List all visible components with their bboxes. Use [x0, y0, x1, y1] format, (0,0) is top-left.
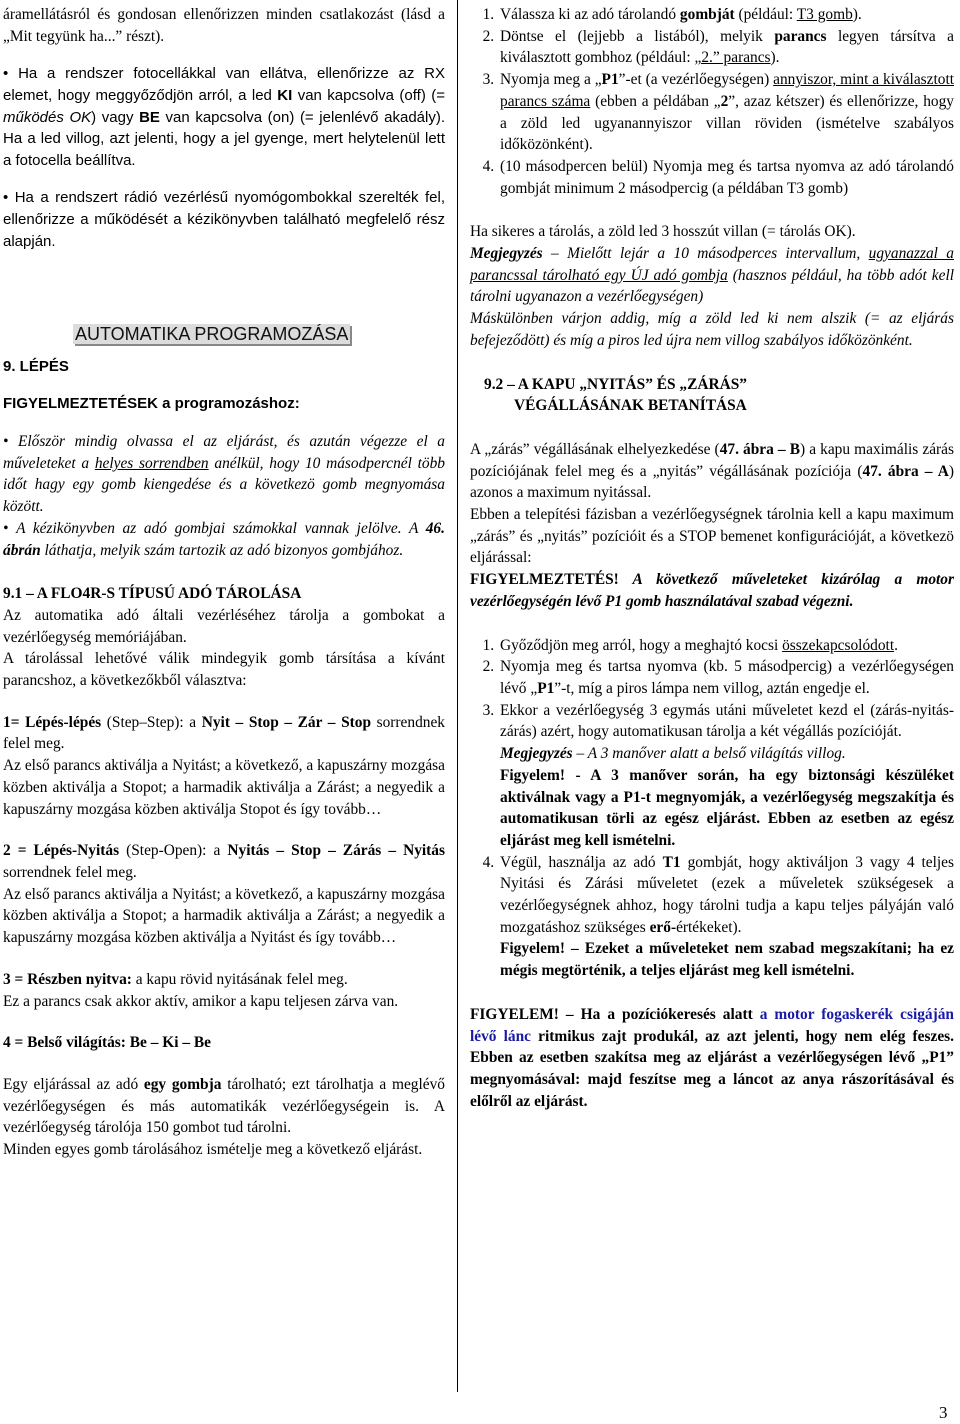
store-note: Megjegyzés – Mielőtt lejár a 10 másodperces intervallum, ugyanazzal a parancssal tárolható egy ÚJ adó gombja (hasznos például, ha több adót kell tárolni ugyanazon a vezérlőegységen) — [470, 245, 954, 306]
store-ok: Ha sikeres a tárolás, a zöld led 3 hosszút villan (= tárolás OK). — [470, 223, 856, 241]
store-step-2: 2. Döntse el (lejjebb a listából), melyik parancs legyen társítva a kiválasztott gombhoz (például: „2.” parancs). — [498, 26, 954, 69]
store-step-4: 4. (10 másodpercen belül) Nyomja meg és tartsa nyomva az adó tárolandó gombját minimum 2 másodpercig (a példában T3 gomb) — [498, 156, 954, 199]
learn-step-3-note: Megjegyzés – A 3 manőver alatt a belső világítás villog. — [500, 745, 846, 763]
column-divider — [457, 0, 458, 1392]
heading-9-2-line1: 9.2 – A KAPU „NYITÁS” ÉS „ZÁRÁS” — [484, 375, 747, 393]
intro-paragraph: áramellátásról és gondosan ellenőrizzen minden csatlakozást (lásd a „Mit tegyünk ha...” részt). — [3, 6, 445, 45]
paragraph-one-button: Egy eljárással az adó egy gombja tárolható; ezt tárolhatja a meglévő vezérlőegységen és más automatikák vezérlőegységein is. A vezérlőegység tárolója 150 gombot tud tárolni. — [3, 1075, 445, 1137]
learn-step-4: 4. Végül, használja az adó T1 gombját, hogy aktiváljon 3 vagy 4 teljes Nyitási és Zárási műveletet (ezek a műveletek szükségesek a vezérlőegységnek ahhoz, hogy tárolni tudja a kapu teljes pályáján való mozgatáshoz szükséges erő-értékeket). Figyelem! – Ezeket a műveleteket nem szabad megszakítani; ha ez mégis megtörténik, a teljes eljárást meg kell ismételni. — [498, 852, 954, 982]
mode-1-description: Az első parancs aktiválja a Nyitást; a következő, a kapuszárny mozgása közben aktiválja a Stopot; a harmadik aktiválja a Zárást; a negyedik a kapuszárny mozgása közben aktiválja Stopot és így tovább… — [3, 757, 445, 818]
final-warning: FIGYELEM! – Ha a pozíciókeresés alatt a motor fogaskerék csigáján lévő lánc ritmikus zajt produkál, az azt jelenti, hogy nem elég feszes. Ebben az esetben szakítsa meg az eljárást a vezérlőegységen lévő „P1” megnyomásával: majd feszítse meg a láncot az anya rászorításával és előlről az eljárást. — [470, 1005, 954, 1110]
store-step-1: 1. Válassza ki az adó tárolandó gombját (például: T3 gomb). — [498, 4, 954, 26]
section-title-wrap — [3, 322, 445, 346]
paragraph-store-intro: Az automatika adó általi vezérléséhez tárolja a gombokat a vezérlőegység memóriájában. — [3, 606, 445, 646]
warning-item-2: • A kézikönyvben az adó gombjai számokkal vannak jelölve. A 46. ábrán láthatja, melyik szám tartozik az adó bizonyos gombjához. — [3, 518, 445, 561]
mode-2: 2 = Lépés-Nyitás (Step-Open): a Nyitás – Stop – Zárás – Nyitás sorrendnek felel meg. — [3, 842, 445, 881]
learn-step-3: 3. Ekkor a vezérlőegység 3 egymás utáni műveletet kezd el (zárás-nyitás-zárás) azért, hogy automatikusan tárolja a két végállás pozícióját. Megjegyzés – A 3 manőver alatt a belső világítás villog. Figyelem! - A 3 manőver során, ha egy biztonsági készüléket aktiválnak vagy a P1-t megnyomják, a vezérlőegység megszakítja és automatikusan törli az egész eljárást. Ebben az esetben az egész eljárást meg kell ismételni. — [498, 700, 954, 852]
store-note-2: Máskülönben várjon addig, míg a zöld led ki nem alszik (= az eljárás befejeződött) és míg a piros led újra nem villog szabályos időközönként. — [470, 310, 954, 349]
store-steps — [470, 4, 954, 199]
learn-steps — [470, 635, 954, 982]
heading-9-2-line2: VÉGÁLLÁSÁNAK BETANÍTÁSA — [514, 397, 747, 415]
bullet-photocell: • Ha a rendszer fotocellákkal van ellátva, ellenőrizze az RX elemet, hogy meggyőződjön arról, a led KI van kapcsolva (off) (= működés OK) vagy BE van kapcsolva (on) (= jelenlévő akadály). Ha a led villog, azt jelenti, hogy a jel gyenge, mert helytelenül lett a fotocella beállítva. — [3, 63, 445, 171]
page-number: 3 — [939, 1403, 948, 1422]
paragraph-assign: A tárolással lehetővé válik mindegyik gomb társítása a kívánt parancshoz, a következőkből választva: — [3, 650, 445, 690]
step-label: 9. LÉPÉS — [3, 357, 69, 375]
paragraph-install-phase: Ebben a telepítési fázisban a vezérlőegységnek tárolnia kell a kapu maximum „zárás” és „nyitás” pozícióit és a STOP bemenet konfigurációját, a következö eljárással: — [470, 506, 954, 567]
mode-3-description: Ez a parancs csak akkor aktív, amikor a kapu teljesen zárva van. — [3, 992, 399, 1010]
warning-item-1: • Először mindig olvassa el az eljárást, és azután végezze el a műveleteket a helyes sorrendben anélkül, hogy 10 másodpercnél több időt hagy egy gomb kiengedése és a következö gomb megnyomása között. — [3, 431, 445, 518]
paragraph-endpoints: A „zárás” végállásának elhelyezkedése (47. ábra – B) a kapu maximális zárás pozíciójának felel meg és a „nyitás” végállásának pozíciója (47. ábra – A) azonos a maximum nyitással. — [470, 440, 954, 502]
store-step-3: 3. Nyomja meg a „P1”-et (a vezérlőegységen) annyiszor, mint a kiválasztott parancs száma (ebben a példában „2”, azaz kétszer) és ellenőrizze, hogy a zöld led ugyanannyiszor villan röviden (ismételve szabályos időközönként). — [498, 69, 954, 156]
left-column — [3, 4, 445, 1161]
learn-step-2: 2. Nyomja meg és tartsa nyomva (kb. 5 másodpercig) a vezérlőegységen lévő „P1”-t, míg a piros lámpa nem villog, aztán engedje el. — [498, 656, 954, 699]
warning-p1: FIGYELMEZTETÉS! A következő műveleteket kizárólag a motor vezérlőegységén lévő P1 gomb használatával szabad végezni. — [470, 571, 954, 610]
mode-3: 3 = Részben nyitva: a kapu rövid nyitásának felel meg. — [3, 970, 348, 988]
mode-2-description: Az első parancs aktiválja a Nyitást; a következő, a kapuszárny mozgása közben aktiválja a Stopot; a harmadik aktiválja a Zárást; a negyedik a kapuszárny mozgása közben aktiválja a Nyitást és így tovább… — [3, 885, 445, 947]
learn-step-1: 1. Győződjön meg arról, hogy a meghajtó kocsi összekapcsolódott. — [498, 635, 954, 657]
heading-9-1: 9.1 – A FLO4R-S TÍPUSÚ ADÓ TÁROLÁSA — [3, 585, 302, 603]
mode-1: 1= Lépés-lépés (Step–Step): a Nyit – Stop – Zár – Stop sorrendnek felel meg. — [3, 713, 445, 753]
paragraph-repeat: Minden egyes gomb tárolásához ismételje meg a következő eljárást. — [3, 1141, 423, 1159]
mode-4: 4 = Belső világítás: Be – Ki – Be — [3, 1034, 211, 1052]
right-column — [470, 4, 954, 1112]
section-title: AUTOMATIKA PROGRAMOZÁSA — [75, 324, 349, 345]
learn-step-4-warning: Figyelem! – Ezeket a műveleteket nem szabad megszakítani; ha ez mégis megtörténik, a teljes eljárást meg kell ismételni. — [500, 940, 954, 980]
bullet-radio: • Ha a rendszert rádió vezérlésű nyomógombokkal szerelték fel, ellenőrizze a működését a kézikönyvben található megfelelő rész alapján. — [3, 187, 445, 252]
learn-step-3-warning: Figyelem! - A 3 manőver során, ha egy biztonsági készüléket aktiválnak vagy a P1-t megnyomják, a vezérlőegység megszakítja és automatikusan törli az egész eljárást. Ebben az esetben az egész eljárást meg kell ismételni. — [500, 766, 954, 849]
warnings-heading: FIGYELMEZTETÉSEK a programozáshoz: — [3, 395, 300, 413]
